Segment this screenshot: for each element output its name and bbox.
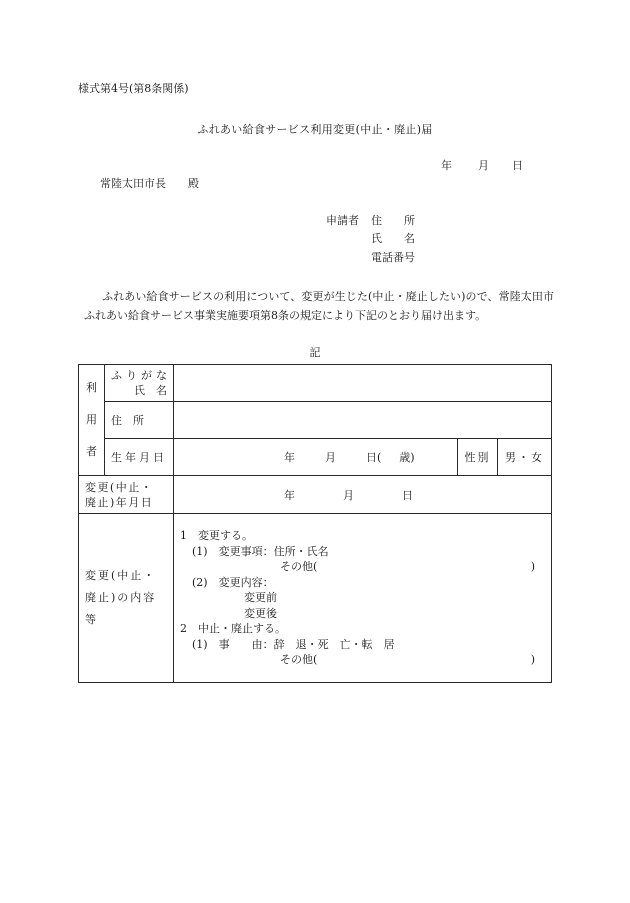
- gender-options[interactable]: 男・女: [498, 439, 552, 476]
- content-item-1-other: その他( ): [280, 560, 535, 573]
- change-date-label: 変更(中止・ 廃止)年月日: [79, 476, 174, 514]
- ki-heading: 記: [309, 346, 321, 359]
- content-item-2-other: その他( ): [280, 653, 535, 666]
- change-content-field[interactable]: [174, 514, 552, 683]
- form-number-label: 様式第4号(第8条関係): [78, 82, 189, 95]
- content-after: 変更後: [244, 606, 277, 620]
- content-item-1-sub-2: (2) 変更内容：: [192, 575, 274, 589]
- document-title: ふれあい給食サービス利用変更(中止・廃止)届: [197, 123, 433, 136]
- content-item-2: 2 中止・廃止する。: [180, 622, 286, 635]
- content-item-1-sub-1: (1) 変更事項：住所・氏名: [192, 544, 329, 558]
- furigana-name-label: ふりがな 氏 名: [105, 365, 174, 402]
- content-item-2-sub-1: (1) 事 由：辞 退・死 亡・転 居: [192, 637, 395, 651]
- birthdate-label: 生年月日: [105, 439, 174, 476]
- body-paragraph: ふれあい給食サービスの利用について、変更が生じた(中止・廃止したい)ので、常陸太田市ふれあい給食サービス事業実施要項第8条の規定により下記のとおり届け出ます。: [84, 290, 554, 322]
- gender-label: 性別: [458, 439, 498, 476]
- applicant-phone-label: 電話番号: [371, 251, 415, 264]
- change-form-table: [78, 364, 552, 683]
- applicant-name-label: 氏 名: [371, 232, 415, 245]
- content-before: 変更前: [244, 591, 277, 604]
- addressee: 常陸太田市長 殿: [100, 177, 199, 190]
- birthdate-field[interactable]: 年 月 日( 歳): [174, 439, 458, 476]
- address-label: 住 所: [105, 402, 174, 439]
- applicant-prefix: 申請者: [326, 214, 359, 227]
- applicant-address-label: 住 所: [371, 214, 415, 227]
- user-section-label: 利 用 者: [79, 365, 105, 476]
- date-year-label: 年: [441, 159, 452, 172]
- date-day-label: 日: [512, 159, 523, 172]
- content-item-1: 1 変更する。: [180, 529, 253, 542]
- change-date-field[interactable]: 年 月 日: [174, 476, 552, 514]
- address-field[interactable]: [174, 402, 552, 439]
- name-field[interactable]: [174, 365, 552, 402]
- change-content-label: 変更(中止・ 廃止)の内容 等: [79, 514, 174, 683]
- date-month-label: 月: [478, 159, 489, 172]
